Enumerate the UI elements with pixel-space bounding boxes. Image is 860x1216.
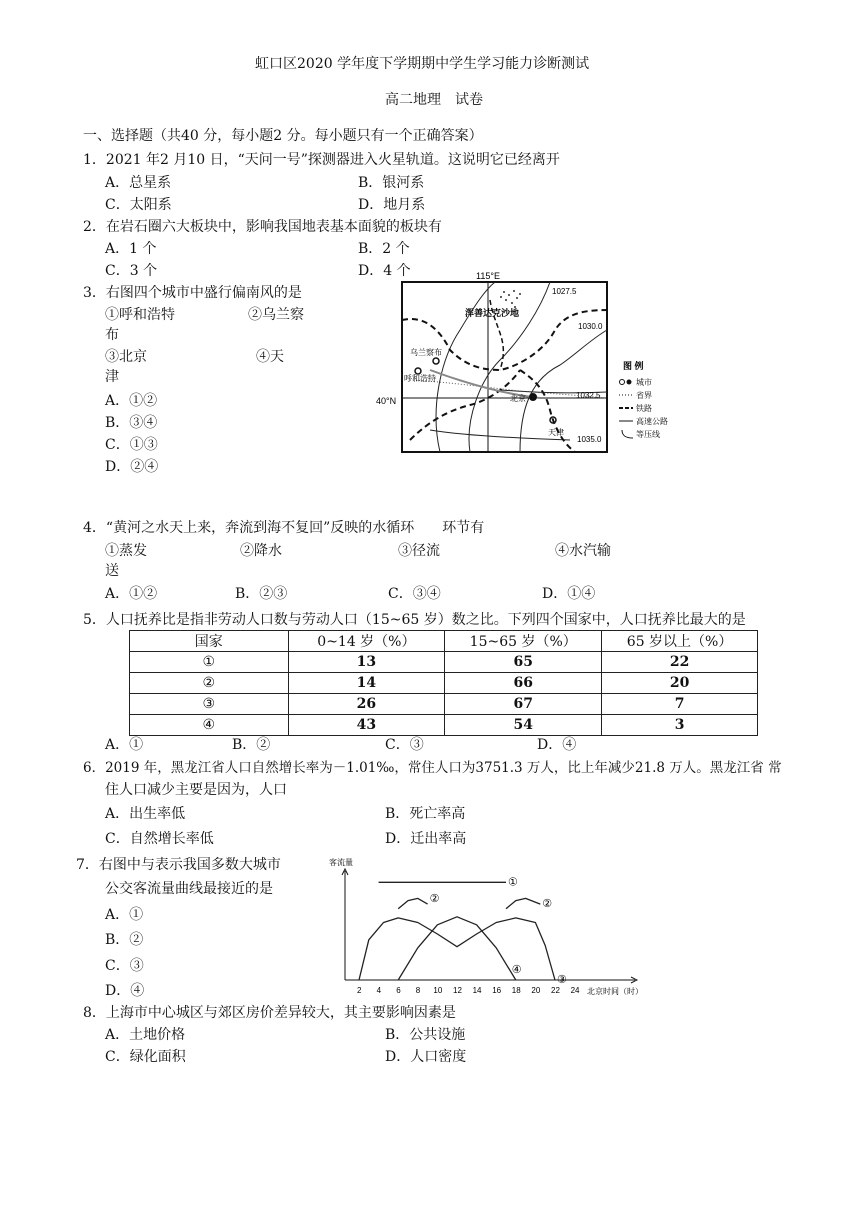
q4-item-1: ①蒸发: [105, 543, 147, 559]
population-table: [129, 630, 758, 736]
city-label-tianjin: 天津: [548, 428, 564, 437]
table-row: [130, 694, 758, 715]
x-tick-label: 14: [472, 986, 482, 995]
desert-label: 浑善达克沙地: [465, 308, 520, 318]
q7-option-c: C．③: [105, 958, 144, 974]
table-header: 65 岁以上（%）: [602, 631, 758, 652]
isobar-label-4: 1035.0: [577, 435, 602, 444]
series-line: [398, 898, 427, 908]
q7-option-a: A．①: [105, 907, 144, 923]
series-line: [506, 898, 540, 908]
table-row: [130, 673, 758, 694]
x-tick-label: 16: [492, 986, 502, 995]
section-heading: 一、选择题（共40 分，每小题2 分。每小题只有一个正确答案）: [83, 128, 483, 144]
table-cell: 66: [445, 673, 602, 694]
x-tick-label: 12: [453, 986, 462, 995]
question-5-stem: 5．人口抚养比是指非劳动人口数与劳动人口（15~65 岁）数之比。下列四个国家中，人口抚养比最大的是: [83, 612, 746, 628]
table-cell: 20: [602, 673, 758, 694]
x-tick-label: 20: [531, 986, 541, 995]
city-label-hohhot: 呼和浩特: [404, 374, 436, 383]
q3-item-3: ③北京: [105, 349, 147, 365]
isobar-label-2: 1030.0: [578, 322, 603, 331]
legend-highway: 高速公路: [636, 417, 668, 426]
table-cell: 3: [602, 715, 758, 736]
table-header: 15~65 岁（%）: [445, 631, 602, 652]
question-4-stem: 4．“黄河之水天上来，奔流到海不复回”反映的水循环 环节有: [83, 520, 485, 536]
q1-option-c: C．太阳系: [105, 197, 172, 213]
q4-item-3: ③径流: [398, 543, 440, 559]
parallel-label: 40°N: [376, 396, 397, 406]
q8-option-c: C．绿化面积: [105, 1049, 186, 1065]
q4-item-2: ②降水: [240, 543, 282, 559]
q3-option-d: D．②④: [105, 459, 159, 475]
exam-subtitle: 高二地理 试卷: [385, 92, 483, 108]
isobar-label-1: 1027.5: [552, 287, 577, 296]
isobar-map: [370, 270, 670, 460]
table-header: 0~14 岁（%）: [288, 631, 445, 652]
table-cell: 14: [288, 673, 445, 694]
x-tick-label: 2: [357, 986, 362, 995]
meridian-label: 115°E: [476, 271, 500, 281]
city-label-wulanchabu: 乌兰察布: [410, 348, 442, 357]
table-cell: 65: [445, 652, 602, 673]
x-tick-label: 4: [376, 986, 382, 995]
q3-item-4-cont: 津: [105, 369, 119, 385]
table-cell: ③: [130, 694, 289, 715]
table-cell: ①: [130, 652, 289, 673]
q4-option-a: A．①②: [105, 586, 158, 602]
table-cell: ②: [130, 673, 289, 694]
question-7-stem-cont: 公交客流量曲线最接近的是: [105, 881, 273, 897]
isobar-label-3: 1032.5: [576, 391, 601, 400]
legend-title: 图 例: [623, 361, 644, 371]
q5-option-b: B．②: [232, 737, 271, 753]
table-cell: 54: [445, 715, 602, 736]
x-tick-label: 24: [570, 986, 580, 995]
q7-option-b: B．②: [105, 932, 144, 948]
q5-option-d: D．④: [537, 737, 577, 753]
series-label: ④: [511, 964, 522, 977]
city-marker: [433, 358, 439, 364]
legend-border: 省界: [636, 391, 652, 400]
city-label-beijing: 北京: [510, 394, 526, 403]
series-label: ②: [542, 898, 553, 911]
x-axis-label: 北京时间（时）: [587, 987, 643, 996]
table-cell: 67: [445, 694, 602, 715]
question-7-stem: 7．右图中与表示我国多数大城市: [76, 857, 281, 873]
q5-option-c: C．③: [385, 737, 424, 753]
legend-isobar: 等压线: [636, 430, 660, 439]
q6-option-b: B．死亡率高: [385, 806, 466, 822]
table-cell: 13: [288, 652, 445, 673]
table-cell: ④: [130, 715, 289, 736]
q4-option-c: C．③④: [388, 586, 441, 602]
q6-option-d: D．迁出率高: [385, 831, 467, 847]
q4-item-4: ④水汽输: [555, 543, 611, 559]
q1-option-b: B．银河系: [358, 175, 425, 191]
q3-item-1: ①呼和浩特: [105, 307, 175, 323]
exam-title: 虹口区2020 学年度下学期期中学生学习能力诊断测试: [255, 56, 590, 72]
table-cell: 22: [602, 652, 758, 673]
q3-option-a: A．①②: [105, 393, 158, 409]
x-tick-label: 22: [551, 986, 560, 995]
q2-option-c: C．3 个: [105, 263, 158, 279]
table-cell: 26: [288, 694, 445, 715]
q1-option-a: A．总星系: [105, 175, 172, 191]
question-6-stem: 6．2019 年，黑龙江省人口自然增长率为－1.01‰，常住人口为3751.3 万人，比上年减少21.8 万人。黑龙江省 常: [83, 760, 782, 776]
q2-option-b: B．2 个: [358, 241, 410, 257]
series-label: ①: [508, 876, 518, 889]
passenger-flow-chart: [325, 855, 655, 1000]
table-header-row: [130, 631, 758, 652]
x-tick-label: 6: [396, 986, 401, 995]
legend-railway: 铁路: [636, 404, 652, 413]
q5-option-a: A．①: [105, 737, 144, 753]
q3-item-2-cont: 布: [105, 327, 119, 343]
table-cell: 7: [602, 694, 758, 715]
q4-option-b: B．②③: [235, 586, 288, 602]
q8-option-d: D．人口密度: [385, 1049, 467, 1065]
q4-option-d: D．①④: [542, 586, 596, 602]
q6-option-c: C．自然增长率低: [105, 831, 214, 847]
table-row: [130, 715, 758, 736]
question-1-stem: 1．2021 年2 月10 日，“天问一号”探测器进入火星轨道。这说明它已经离开: [83, 152, 560, 168]
table-header: 国家: [130, 631, 289, 652]
q3-option-b: B．③④: [105, 415, 158, 431]
series-label: ③: [557, 974, 567, 986]
question-8-stem: 8．上海市中心城区与郊区房价差异较大，其主要影响因素是: [83, 1005, 456, 1021]
q3-option-c: C．①③: [105, 437, 158, 453]
q8-option-b: B．公共设施: [385, 1027, 466, 1043]
x-tick-label: 10: [433, 986, 443, 995]
series-line: [359, 918, 555, 980]
q7-option-d: D．④: [105, 983, 145, 999]
q8-option-a: A．土地价格: [105, 1027, 186, 1043]
q3-item-4: ④天: [256, 349, 284, 365]
q6-option-a: A．出生率低: [105, 806, 186, 822]
legend-city: 城市: [636, 378, 652, 387]
table-cell: 43: [288, 715, 445, 736]
question-6-stem-cont: 住人口减少主要是因为，人口: [105, 782, 287, 798]
series-line: [398, 917, 516, 980]
question-3-stem: 3．右图四个城市中盛行偏南风的是: [83, 285, 302, 301]
q2-option-a: A．1 个: [105, 241, 157, 257]
table-row: [130, 652, 758, 673]
q3-item-2: ②乌兰察: [248, 307, 304, 323]
desert-area: [500, 290, 521, 308]
x-tick-label: 8: [415, 986, 421, 995]
x-tick-label: 18: [511, 986, 521, 995]
series-label: ②: [429, 893, 440, 906]
y-axis-label: 客流量: [329, 858, 353, 867]
q4-item-4-cont: 送: [105, 563, 119, 579]
question-2-stem: 2．在岩石圈六大板块中，影响我国地表基本面貌的板块有: [83, 219, 442, 235]
city-marker: [529, 393, 537, 401]
q1-option-d: D．地月系: [358, 197, 426, 213]
q2-option-d: D．4 个: [358, 263, 411, 279]
